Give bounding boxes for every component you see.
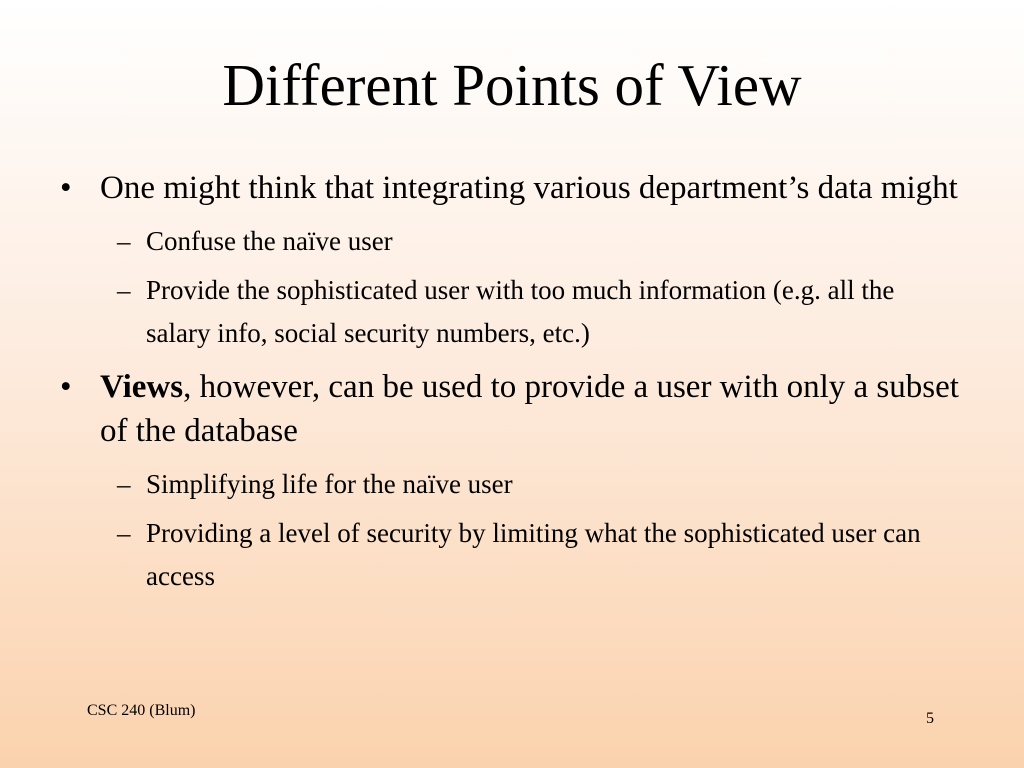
sub-bullet-text: Simplifying life for the naïve user [146, 469, 513, 499]
bullet-marker: • [60, 369, 72, 405]
bullet-text-punct: , [183, 369, 200, 405]
footer-text: CSC 240 (Blum) [87, 702, 196, 719]
sub-bullet-text: Providing a level of security by limiting what the sophisticated user can access [146, 518, 921, 591]
bullet-bold-term: Views [100, 369, 184, 405]
bullet-item [60, 365, 960, 453]
bullet-marker: • [60, 170, 72, 206]
bullet-text: however, can be used to provide a user with only a subset of the database [100, 369, 959, 449]
sub-bullet-text: Provide the sophisticated user with too much information (e.g. all the salary info, social security numbers, etc.) [146, 275, 895, 348]
sub-bullet-text: Confuse the naïve user [146, 226, 393, 256]
sub-bullet-item [117, 220, 960, 263]
slide-body [60, 166, 960, 604]
bullet-item [60, 166, 960, 210]
sub-bullet-item [117, 269, 960, 355]
sub-bullet-item [117, 512, 960, 598]
dash-marker: – [117, 226, 131, 256]
page-number: 5 [926, 710, 934, 727]
dash-marker: – [117, 518, 131, 548]
slide-title: Different Points of View [222, 52, 802, 118]
dash-marker: – [117, 469, 131, 499]
dash-marker: – [117, 275, 131, 305]
sub-bullet-item [117, 463, 960, 506]
bullet-text: One might think that integrating various department’s data might [100, 170, 958, 206]
